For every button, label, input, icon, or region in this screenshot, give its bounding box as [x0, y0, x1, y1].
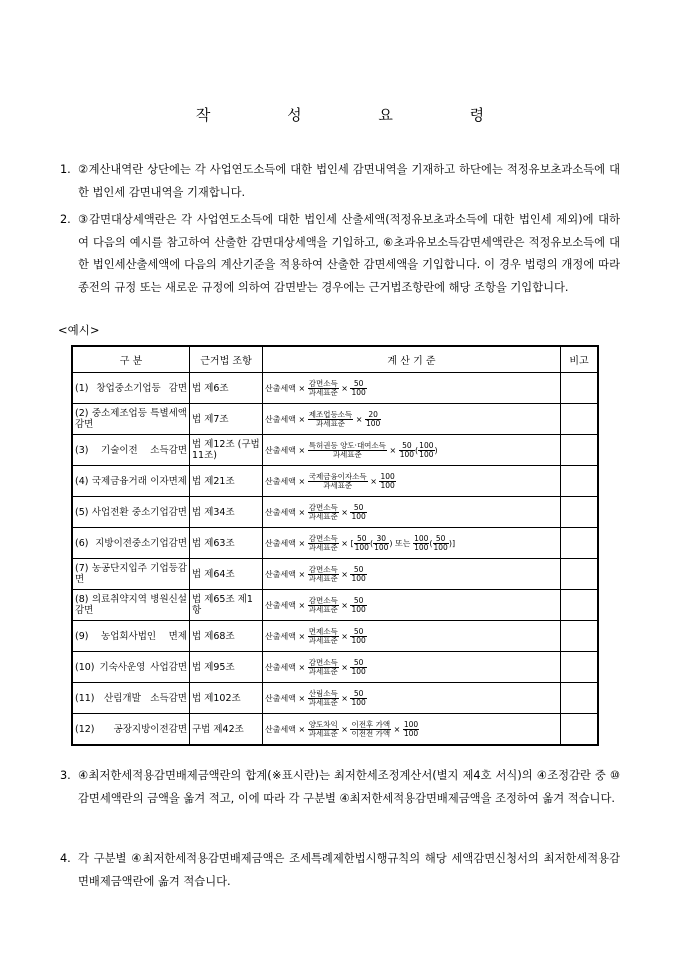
fraction-denominator: 100: [414, 542, 429, 552]
row-formula: [263, 559, 561, 590]
fraction-denominator: 과세표준: [332, 449, 362, 459]
row-law: 구법 제42조: [190, 714, 263, 746]
table-row: [72, 373, 598, 404]
table-row: [72, 497, 598, 528]
row-note: [561, 497, 599, 528]
formula-text: 산출세액 ×: [265, 445, 308, 455]
fraction-denominator: 과세표준: [323, 480, 353, 490]
fraction: [308, 411, 353, 428]
fraction: [433, 535, 449, 552]
fraction: [308, 659, 339, 676]
formula-text: ×: [386, 445, 399, 455]
paragraph-4: [60, 848, 620, 893]
formula-text: 산출세액 ×: [265, 631, 308, 641]
row-law: 법 제68조: [190, 621, 263, 652]
row-note: [561, 528, 599, 559]
fraction-denominator: 과세표준: [308, 635, 338, 645]
formula-text: 산출세액 ×: [265, 507, 308, 517]
fraction-numerator: 감면소득: [308, 502, 338, 512]
row-category: (3) 기술이전 소득감면: [72, 435, 190, 466]
paragraph-1: [60, 159, 620, 204]
fraction-denominator: 100: [351, 573, 366, 583]
fraction-numerator: 50: [433, 535, 449, 544]
formula-text: ×: [338, 507, 351, 517]
formula-text: 산출세액 ×: [265, 693, 308, 703]
fraction-numerator: 50: [350, 597, 366, 606]
fraction-denominator: 과세표준: [308, 728, 338, 738]
table-row: [72, 621, 598, 652]
formula-text: ): [434, 445, 438, 455]
formula-text: ×: [391, 724, 403, 734]
fraction-numerator: 100: [380, 471, 395, 481]
header-note: 비고: [561, 346, 599, 373]
row-note: [561, 652, 599, 683]
paragraph-text: ④최저한세적용감면배제금액란의 합계(※표시란)는 최저한세조정계산서(별지 제4호 서식)의 ④조정감란 중 ⑩감면세액란의 금액을 옮겨 적고, 이에 따라 각 구분별 ④최저한세적용감면배제금액을 조정하여 옮겨 적습니다.: [78, 769, 620, 805]
row-formula: [263, 435, 561, 466]
formula-text: ×: [353, 414, 365, 424]
formula-text: 산출세액 ×: [265, 414, 308, 424]
table-row: [72, 683, 598, 714]
fraction-denominator: 100: [351, 604, 366, 614]
fraction: [418, 442, 434, 459]
row-formula: [263, 621, 561, 652]
formula-text: ) 또는: [389, 538, 414, 548]
row-note: [561, 435, 599, 466]
fraction-numerator: 50: [350, 380, 366, 389]
formula-text: ×: [367, 476, 380, 486]
formula-text: 산출세액 ×: [265, 662, 308, 672]
row-formula: [263, 590, 561, 621]
row-category: (1) 창업중소기업등 감면: [72, 373, 190, 404]
fraction: [350, 721, 391, 738]
fraction: [308, 566, 339, 583]
fraction-denominator: 100: [419, 449, 434, 459]
fraction: [308, 473, 368, 490]
formula-text: × [: [338, 538, 354, 548]
row-formula: [263, 404, 561, 435]
row-note: [561, 404, 599, 435]
row-note: [561, 466, 599, 497]
row-category: (2) 중소제조업등 특별세액감면: [72, 404, 190, 435]
row-law: 법 제21조: [190, 466, 263, 497]
fraction-numerator: 50: [350, 504, 366, 513]
row-law: 법 제7조: [190, 404, 263, 435]
fraction-denominator: 100: [351, 666, 366, 676]
fraction-numerator: 50: [350, 690, 366, 699]
paragraph-number: 2.: [60, 213, 71, 226]
row-law: 법 제65조 제1항: [190, 590, 263, 621]
fraction-numerator: 산림소득: [308, 688, 338, 698]
fraction-denominator: 이전전 가액: [351, 728, 391, 738]
fraction-numerator: 50: [350, 628, 366, 637]
row-law: 법 제34조: [190, 497, 263, 528]
fraction-numerator: 감면소득: [308, 564, 338, 574]
fraction: [308, 690, 339, 707]
row-law: 법 제102조: [190, 683, 263, 714]
table-row: [72, 590, 598, 621]
fraction: [350, 380, 366, 397]
table-row: [72, 435, 598, 466]
fraction: [413, 535, 429, 552]
formula-text: (: [415, 445, 419, 455]
fraction: [308, 721, 339, 738]
formula-text: 산출세액 ×: [265, 538, 308, 548]
paragraph-number: 1.: [60, 163, 71, 176]
fraction-denominator: 100: [433, 542, 448, 552]
fraction-denominator: 100: [365, 418, 381, 428]
table-row: [72, 559, 598, 590]
fraction-denominator: 100: [380, 480, 395, 490]
fraction: [350, 659, 366, 676]
row-note: [561, 714, 599, 746]
header-category: 구 분: [72, 346, 190, 373]
row-law: 법 제6조: [190, 373, 263, 404]
formula-text: ×: [338, 569, 351, 579]
table-row: [72, 404, 598, 435]
formula-text: ×: [338, 383, 351, 393]
formula-text: 산출세액 ×: [265, 476, 308, 486]
fraction-numerator: 50: [350, 659, 366, 668]
row-category: (11) 산림개발 소득감면: [72, 683, 190, 714]
fraction-numerator: 50: [399, 442, 415, 451]
row-formula: [263, 373, 561, 404]
paragraph-3: [60, 765, 620, 810]
fraction-numerator: 특허권등 양도·대여소득: [308, 440, 386, 450]
fraction: [350, 690, 366, 707]
formula-text: 산출세액 ×: [265, 724, 308, 734]
fraction: [354, 535, 370, 552]
formula-text: ×: [338, 662, 351, 672]
fraction-numerator: 이전후 가액: [351, 719, 391, 729]
row-formula: [263, 497, 561, 528]
header-formula: 계 산 기 준: [263, 346, 561, 373]
fraction: [379, 473, 395, 490]
formula-text: ×: [338, 600, 351, 610]
fraction-denominator: 과세표준: [308, 604, 338, 614]
fraction-numerator: 면제소득: [308, 626, 338, 636]
fraction: [308, 628, 339, 645]
row-category: (12) 공장지방이전감면: [72, 714, 190, 746]
fraction-denominator: 100: [403, 728, 419, 738]
row-note: [561, 683, 599, 714]
paragraph-2: [60, 209, 620, 299]
fraction-denominator: 100: [351, 387, 366, 397]
formula-text: ×: [338, 693, 351, 703]
fraction-numerator: 감면소득: [308, 378, 338, 388]
fraction: [350, 597, 366, 614]
formula-text: 산출세액 ×: [265, 383, 308, 393]
example-label: <예시>: [58, 323, 100, 337]
formula-text: )]: [448, 538, 456, 548]
row-note: [561, 621, 599, 652]
table-header-row: [72, 346, 598, 373]
fraction-numerator: 30: [373, 535, 389, 544]
row-category: (8) 의료취약지역 병원신설감면: [72, 590, 190, 621]
formula-text: ×: [338, 631, 351, 641]
fraction-denominator: 과세표준: [308, 387, 338, 397]
fraction: [308, 535, 339, 552]
fraction-numerator: 100: [419, 440, 434, 450]
paragraph-number: 4.: [60, 852, 71, 865]
row-law: 법 제95조: [190, 652, 263, 683]
row-law: 법 제64조: [190, 559, 263, 590]
page-title: 작 성 요 령: [195, 106, 521, 124]
paragraph-text: ②계산내역란 상단에는 각 사업연도소득에 대한 법인세 감면내역을 기재하고 하단에는 적정유보초과소득에 대한 법인세 감면내역을 기재합니다.: [78, 163, 620, 199]
fraction: [399, 442, 415, 459]
header-law: 근거법 조항: [190, 346, 263, 373]
row-category: (5) 사업전환 중소기업감면: [72, 497, 190, 528]
fraction-denominator: 100: [351, 697, 366, 707]
table-row: [72, 714, 598, 746]
fraction-denominator: 과세표준: [308, 511, 338, 521]
fraction-denominator: 과세표준: [308, 666, 338, 676]
fraction: [350, 628, 366, 645]
table-row: [72, 652, 598, 683]
fraction-numerator: 국제금융이자소득: [308, 471, 367, 481]
fraction-denominator: 100: [374, 542, 389, 552]
fraction: [308, 380, 339, 397]
formula-text: ×: [338, 724, 351, 734]
row-law: 법 제63조: [190, 528, 263, 559]
fraction-denominator: 100: [351, 635, 366, 645]
row-note: [561, 373, 599, 404]
fraction-numerator: 제조업등소득: [308, 409, 353, 419]
fraction-denominator: 100: [351, 511, 366, 521]
fraction-denominator: 100: [399, 449, 415, 459]
row-category: (7) 농공단지입주 기업등감면: [72, 559, 190, 590]
fraction: [350, 566, 366, 583]
paragraph-text: 각 구분별 ④최저한세적용감면배제금액은 조세특례제한법시행규칙의 해당 세액감면신청서의 최저한세적용감면배제금액란에 옮겨 적습니다.: [78, 852, 620, 888]
fraction-denominator: 100: [354, 542, 369, 552]
row-formula: [263, 652, 561, 683]
row-category: (4) 국제금융거래 이자면제: [72, 466, 190, 497]
fraction-denominator: 과세표준: [315, 418, 345, 428]
row-formula: [263, 714, 561, 746]
fraction: [308, 504, 339, 521]
table-row: [72, 528, 598, 559]
row-category: (9) 농업회사법인 면제: [72, 621, 190, 652]
fraction-numerator: 감면소득: [308, 533, 338, 543]
row-law: 법 제12조 (구법11조): [190, 435, 263, 466]
row-note: [561, 590, 599, 621]
fraction: [350, 504, 366, 521]
fraction: [373, 535, 389, 552]
table-row: [72, 466, 598, 497]
formula-text: (: [369, 538, 374, 548]
fraction-numerator: 20: [365, 411, 381, 420]
fraction-numerator: 50: [354, 535, 370, 544]
fraction-numerator: 100: [414, 533, 429, 543]
fraction-denominator: 과세표준: [308, 697, 338, 707]
formula-text: 산출세액 ×: [265, 569, 308, 579]
fraction-denominator: 과세표준: [308, 542, 338, 552]
formula-text: (: [429, 538, 433, 548]
row-formula: [263, 683, 561, 714]
row-category: (6) 지방이전중소기업감면: [72, 528, 190, 559]
fraction: [365, 411, 381, 428]
formula-text: 산출세액 ×: [265, 600, 308, 610]
fraction-denominator: 과세표준: [308, 573, 338, 583]
row-category: (10) 기숙사운영 사업감면: [72, 652, 190, 683]
fraction: [308, 442, 387, 459]
row-formula: [263, 528, 561, 559]
fraction-numerator: 50: [350, 566, 366, 575]
fraction-numerator: 감면소득: [308, 595, 338, 605]
fraction: [403, 721, 419, 738]
fraction-numerator: 감면소득: [308, 657, 338, 667]
paragraph-number: 3.: [60, 769, 71, 782]
row-formula: [263, 466, 561, 497]
row-note: [561, 559, 599, 590]
fraction: [308, 597, 339, 614]
fraction-numerator: 양도차익: [308, 719, 338, 729]
paragraph-text: ③감면대상세액란은 각 사업연도소득에 대한 법인세 산출세액(적정유보초과소득에 대한 법인세 제외)에 대하여 다음의 예시를 참고하여 산출한 감면대상세액을 기입하고, ⑥초과유보소득감면세액란은 적정유보소득에 대한 법인세산출세액에 다음의 계산기준을 적용하여 산출한 감면세액을 기입합니다. 이 경우 법령의 개정에 따라 종전의 규정 또는 새로운 규정에 의하여 감면받는 경우에는 근거법조항란에 해당 조항을 기입합니다.: [78, 213, 620, 294]
fraction-numerator: 100: [403, 719, 419, 729]
calculation-table: [71, 345, 599, 746]
